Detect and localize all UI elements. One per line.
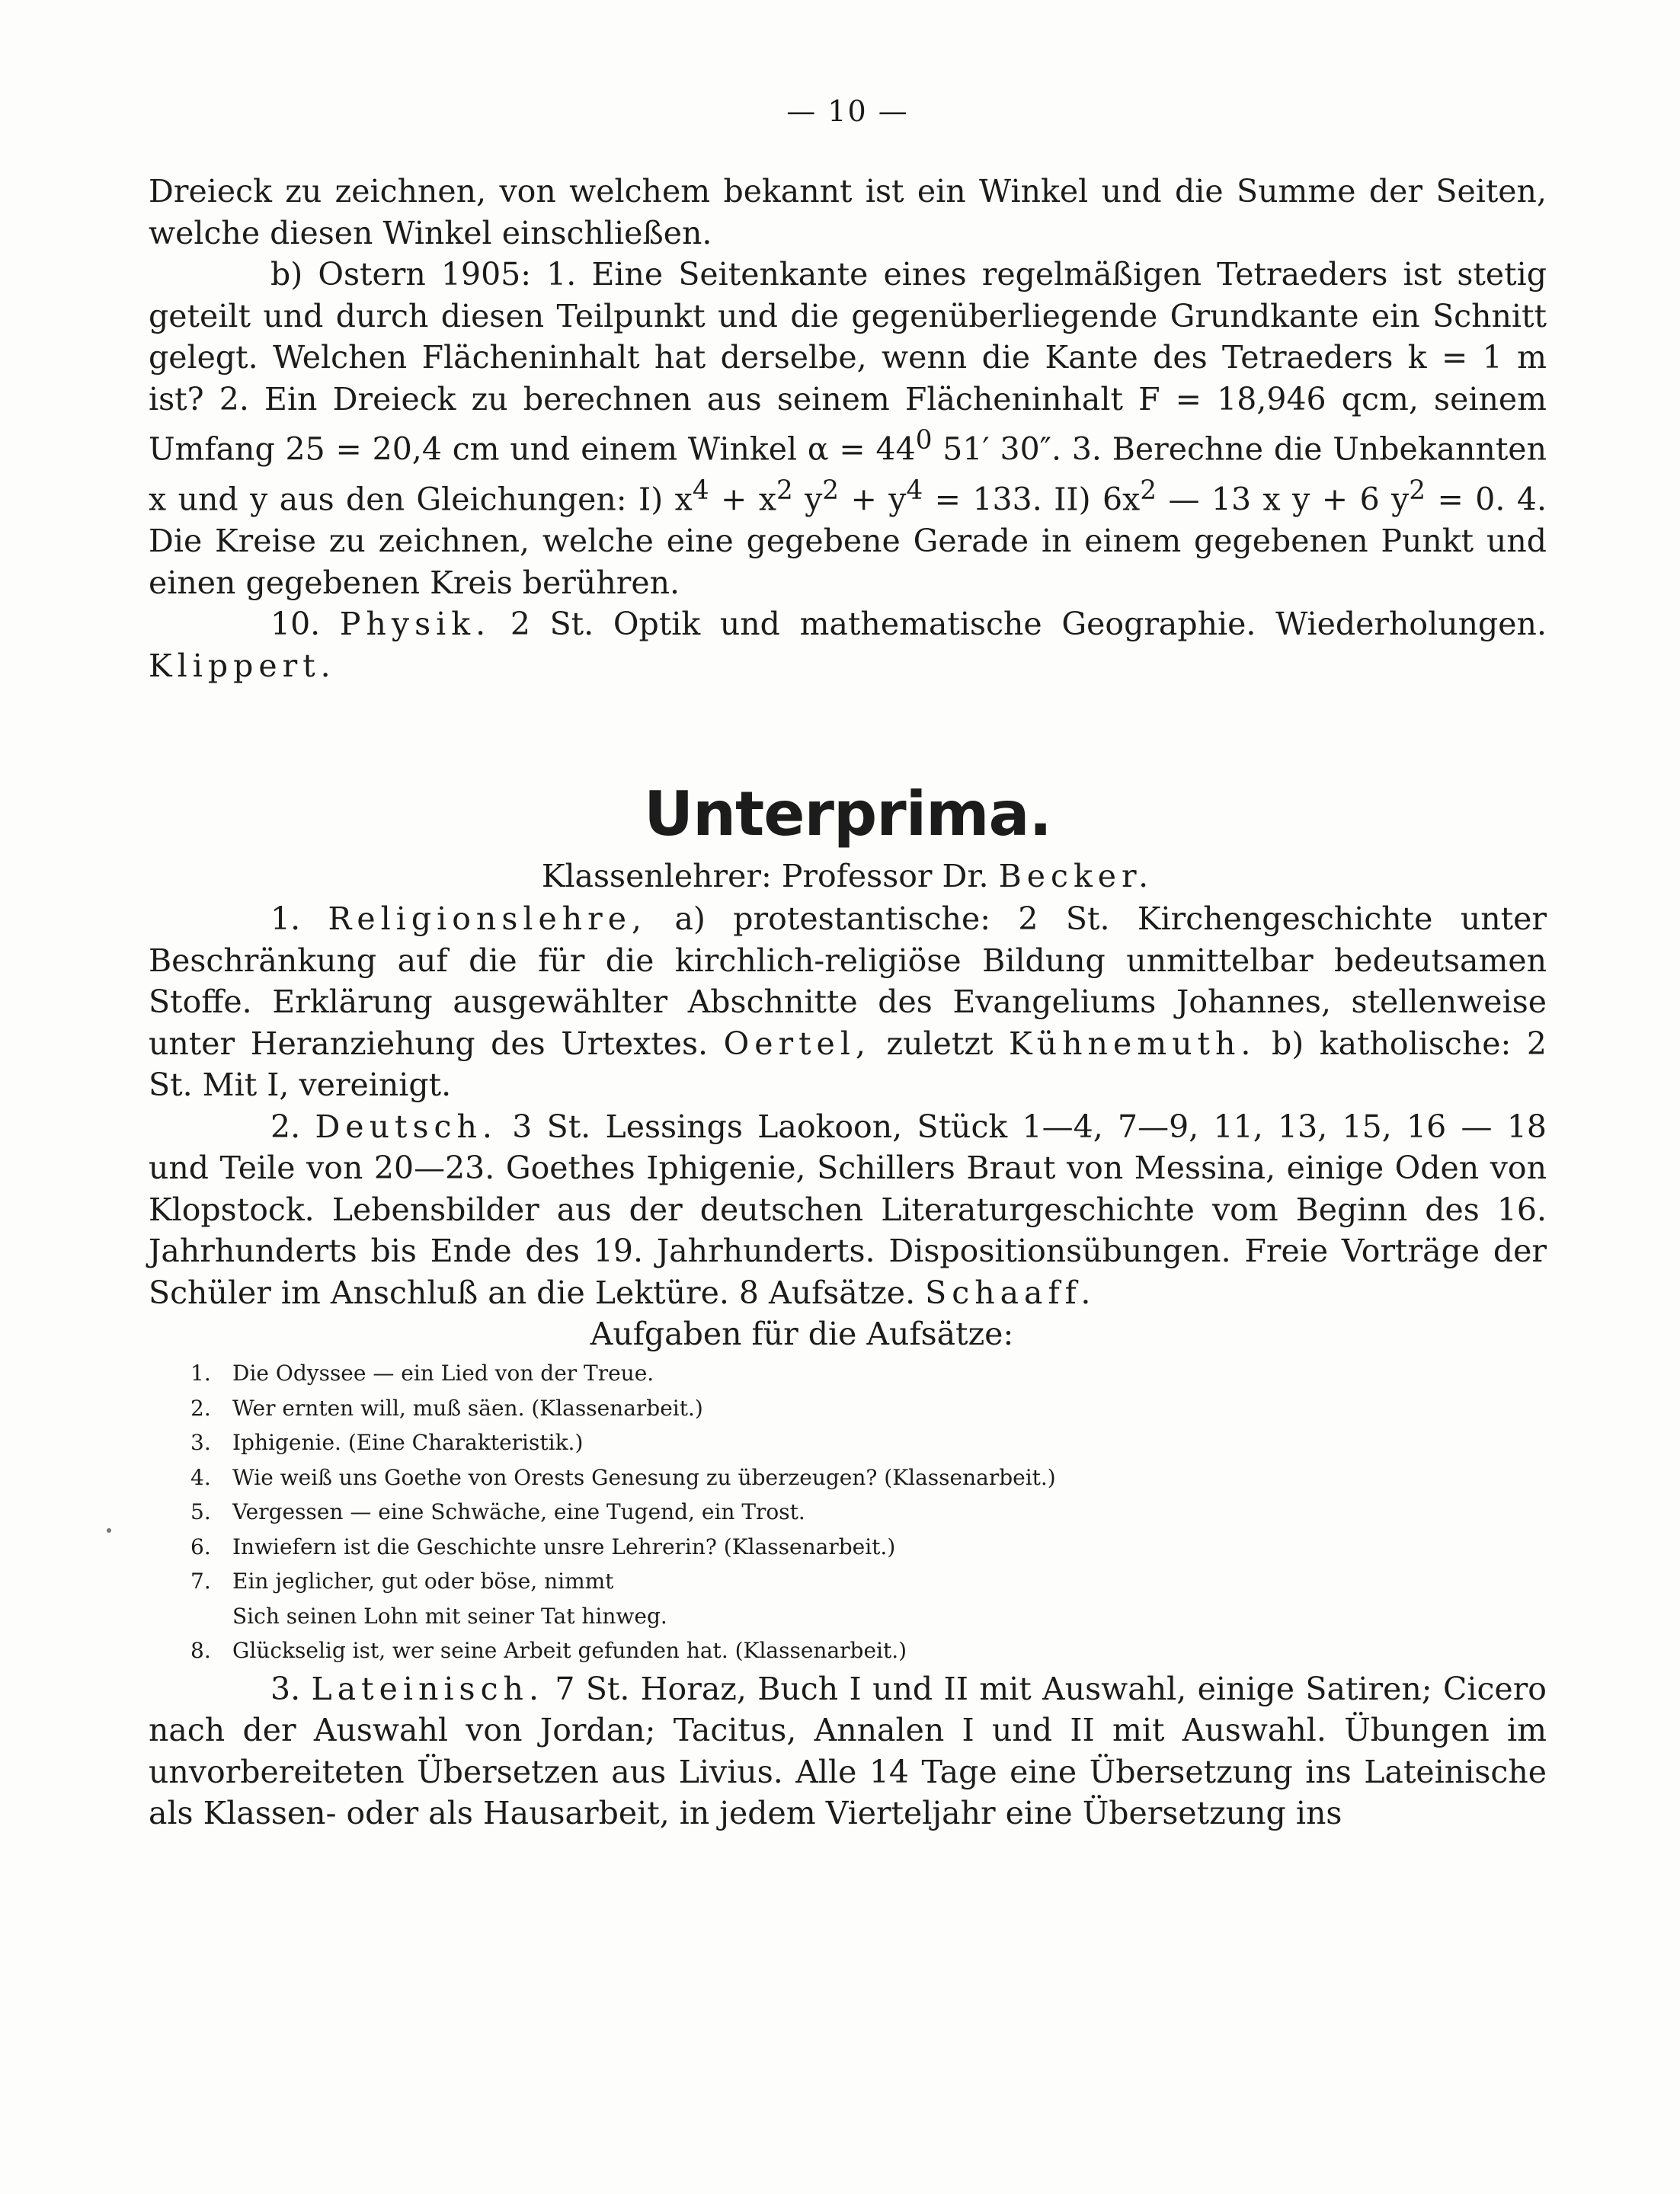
- essay-topic-number: 2.: [190, 1395, 211, 1421]
- essay-topic-item: [149, 1356, 1547, 1391]
- essay-topic-text: Wie weiß uns Goethe von Orests Genesung zu überzeugen? (Klassenarbeit.): [232, 1464, 1056, 1490]
- essay-topic-item: [149, 1495, 1547, 1530]
- subject-latein: Lateinisch.: [311, 1670, 544, 1707]
- class-heading: Unterprima.: [644, 779, 1051, 850]
- section-text: b) katholische: 2 St. Mit I, vereinigt.: [149, 1025, 1547, 1104]
- essay-topic-number: 4.: [190, 1464, 211, 1490]
- section-text: 2 St. Optik und mathematische Geographie. Wiederholungen.: [510, 606, 1547, 643]
- essay-topic-number: 6.: [190, 1534, 211, 1559]
- essay-topic-item: [149, 1425, 1547, 1460]
- klassenlehrer-line: [149, 856, 1547, 897]
- section-text: 3 St. Lessings Laokoon, Stück 1—4, 7—9, 11, 13, 15, 16 — 18 und Teile von 20—23. Goethes Iphigenie, Schillers Braut von Messina, einige Oden von Klopstock. Lebensbilder aus der deutschen Literaturgeschichte vom Beginn des 16. Jahrhunderts bis Ende des 19. Jahrhunderts. Dispositionsübungen. Freie Vorträge der Schüler im Anschluß an die Lektüre. 8 Aufsätze.: [149, 1108, 1547, 1311]
- essay-topic-number: 3.: [190, 1430, 211, 1456]
- section-number: 3.: [270, 1670, 301, 1707]
- essay-topic-number: 7.: [190, 1569, 211, 1594]
- section-text: a) protestantische: 2 St. Kirchengeschichte unter Beschränkung auf die für die kirchlich-religiöse Bildung unmittelbar bedeutsamen Stoffe. Erklärung ausgewählter Abschnitte des Evangeliums Johannes, stellenweise unter Heranziehung des Urtextes.: [149, 900, 1547, 1062]
- subject-deutsch: Deutsch.: [315, 1108, 498, 1145]
- subject-religion: Religionslehre,: [328, 900, 648, 938]
- essay-topic-item: [149, 1530, 1547, 1565]
- page-number: — 10 —: [786, 94, 909, 128]
- teacher-name: Schaaff.: [925, 1274, 1096, 1311]
- essay-topic-item: [149, 1391, 1547, 1426]
- essay-topic-number: 1.: [190, 1361, 211, 1386]
- section-text: zuletzt: [886, 1025, 994, 1062]
- essay-topic-text: Iphigenie. (Eine Charakteristik.): [232, 1430, 584, 1456]
- section-physik: [149, 603, 1547, 686]
- essay-topic-text: Glückselig ist, wer seine Arbeit gefunden hat. (Klassenarbeit.): [232, 1638, 907, 1664]
- essay-topic-text: Vergessen — eine Schwäche, eine Tugend, ein Trost.: [232, 1499, 805, 1525]
- teacher-name: Kühnemuth.: [1009, 1025, 1256, 1062]
- teacher-name: Klippert.: [149, 647, 336, 684]
- subject-physik: Physik.: [339, 606, 491, 643]
- document-page: [149, 91, 1547, 2103]
- margin-dot: [107, 1528, 111, 1533]
- essay-topic-text: Die Odyssee — ein Lied von der Treue.: [232, 1361, 654, 1386]
- section-religion: [149, 898, 1547, 1106]
- essay-topic-number: 8.: [190, 1638, 211, 1664]
- teacher-name: Oertel,: [723, 1025, 871, 1062]
- section-text: 7 St. Horaz, Buch I und II mit Auswahl, einige Satiren; Cicero nach der Auswahl von Jordan; Tacitus, Annalen I und II mit Auswahl. Übungen im unvorbereiteten Übersetzen aus Livius. Alle 14 Tage eine Übersetzung ins Lateinische als Klassen- oder als Hausarbeit, in jedem Vierteljahr eine Übersetzung ins: [149, 1670, 1547, 1832]
- section-number: 2.: [270, 1108, 301, 1145]
- essay-topic-item: [149, 1633, 1547, 1668]
- essay-topic-text: Ein jeglicher, gut oder böse, nimmt: [232, 1569, 614, 1594]
- essay-topic-text: Sich seinen Lohn mit seiner Tat hinweg.: [232, 1603, 667, 1629]
- essay-topic-text: Wer ernten will, muß säen. (Klassenarbeit.): [232, 1395, 703, 1421]
- klassenlehrer-label: Klassenlehrer: Professor Dr.: [541, 858, 989, 895]
- paragraph-triangle-task: Dreieck zu zeichnen, von welchem bekannt ist ein Winkel und die Summe der Seiten, welche diesen Winkel einschließen.: [149, 173, 1547, 251]
- essay-topic-item: [149, 1460, 1547, 1495]
- essay-topic-number: 5.: [190, 1499, 211, 1525]
- section-deutsch: [149, 1106, 1547, 1314]
- essay-topics-heading: Aufgaben für die Aufsätze:: [590, 1316, 1014, 1353]
- klassenlehrer-name: Becker.: [998, 858, 1154, 895]
- paragraph-ostern-1905: b) Ostern 1905: 1. Eine Seitenkante eines regelmäßigen Tetraeders ist stetig geteilt und durch diesen Teilpunkt und die gegenüberliegende Grundkante ein Schnitt gelegt. Welchen Flächeninhalt hat derselbe, wenn die Kante des Tetraeders k = 1 m ist? 2. Ein Dreieck zu berechnen aus seinem Flächeninhalt F = 18,946 qcm, seinem Umfang 25 = 20,4 cm und einem Winkel $\alpha = 44^0$ 51′ 30″. 3. Berechne die Unbekannten x und y aus den Gleichungen: I) $x^4 + x^2$ $y^2 + y^4 = 133$. II) $6x^2$ — 13 x y + 6 $y^2 = 0$. 4. Die Kreise zu zeichnen, welche eine gegebene Gerade in einem gegebenen Punkt und einen gegebenen Kreis berühren.: [149, 256, 1547, 601]
- section-latein: [149, 1668, 1547, 1834]
- essay-topic-number: [149, 1599, 232, 1634]
- essay-topic-item: [149, 1599, 1547, 1634]
- section-number: 1.: [270, 900, 301, 938]
- essay-topic-text: Inwiefern ist die Geschichte unsre Lehrerin? (Klassenarbeit.): [232, 1534, 896, 1559]
- essay-topic-item: [149, 1564, 1547, 1599]
- essay-topics-list: [149, 1356, 1547, 1668]
- section-number: 10.: [270, 606, 321, 643]
